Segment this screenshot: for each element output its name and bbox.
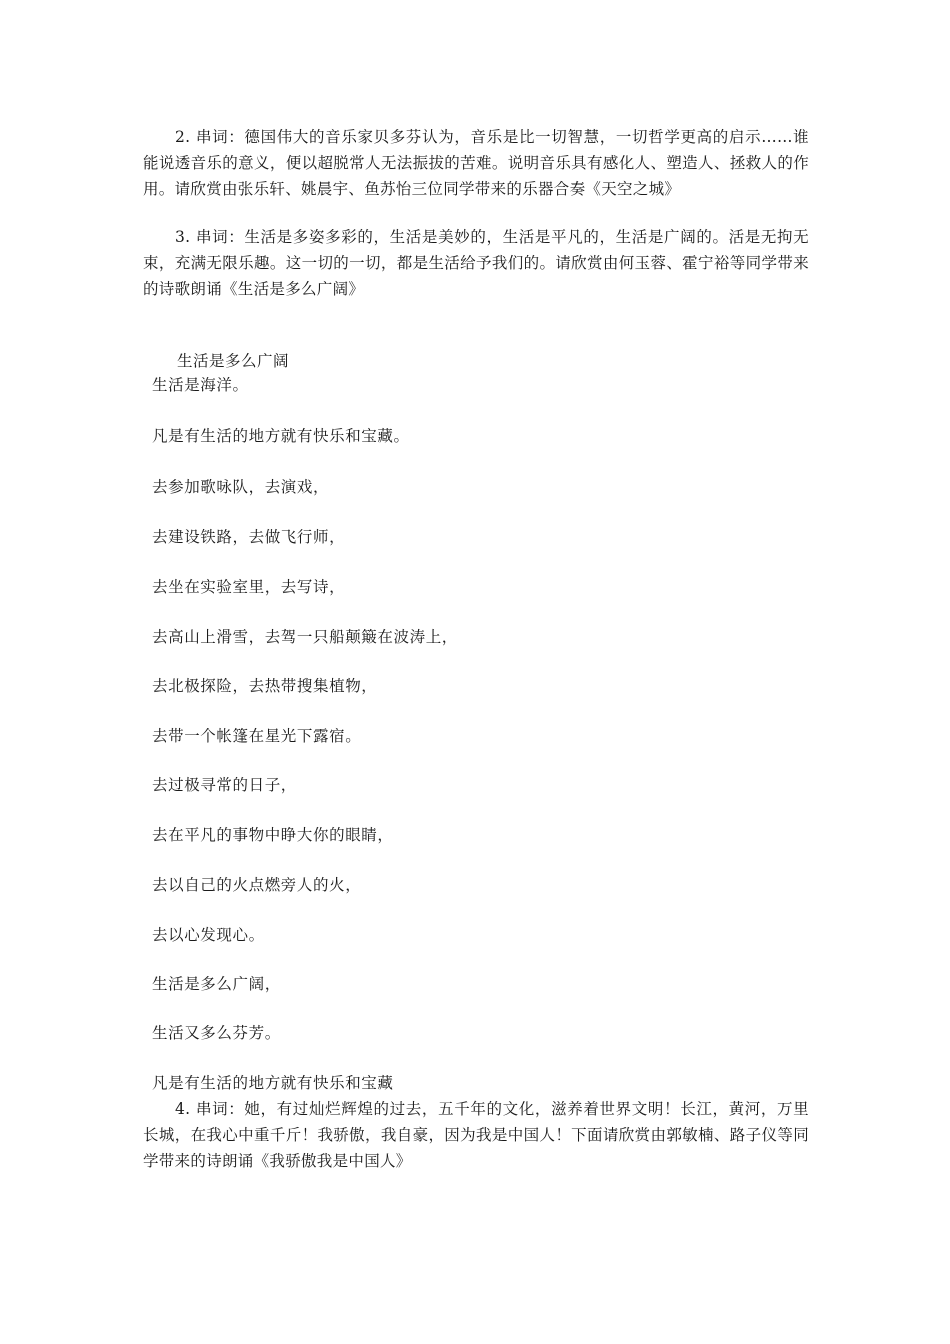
poem-line: 去以自己的火点燃旁人的火， [152,876,362,894]
poem-line: 去高山上滑雪，去驾一只船颠簸在波涛上， [152,628,458,646]
poem-line: 凡是有生活的地方就有快乐和宝藏 [152,1074,394,1092]
poem-line: 生活是多么广阔， [152,975,281,993]
paragraph-2-text: 2. 串词：德国伟大的音乐家贝多芬认为，音乐是比一切智慧，一切哲学更高的启示……谁能说透音乐的意义，便以超脱常人无法振拔的苦难。说明音乐具有感化人、塑造人、拯救人的作用。请欣赏由张乐轩、姚晨宇、鱼苏怡三位同学带来的乐器合奏《天空之城》 [143,128,809,198]
poem-line: 去北极探险，去热带搜集植物， [152,677,378,695]
poem-line: 去过极寻常的日子， [152,776,297,794]
poem-line: 去以心发现心。 [152,926,265,944]
poem-line: 去参加歌咏队，去演戏， [152,478,330,496]
paragraph-4 [143,1096,809,1174]
poem-line: 去带一个帐篷在星光下露宿。 [152,727,362,745]
paragraph-3 [143,224,809,302]
poem-line: 凡是有生活的地方就有快乐和宝藏。 [152,427,410,445]
paragraph-4-text: 4. 串词：她，有过灿烂辉煌的过去，五千年的文化，滋养着世界文明！长江，黄河，万里长城，在我心中重千斤！我骄傲，我自豪，因为我是中国人！下面请欣赏由郭敏楠、路子仪等同学带来的诗朗诵《我骄傲我是中国人》 [143,1100,809,1170]
paragraph-2 [143,124,809,202]
poem-title: 生活是多么广阔 [177,352,290,370]
poem-line: 去在平凡的事物中睁大你的眼睛， [152,826,394,844]
poem-line: 去坐在实验室里，去写诗， [152,578,346,596]
poem-line: 生活是海洋。 [152,376,249,394]
poem-line: 去建设铁路，去做飞行师， [152,528,346,546]
poem-line: 生活又多么芬芳。 [152,1024,281,1042]
paragraph-3-text: 3. 串词：生活是多姿多彩的，生活是美妙的，生活是平凡的，生活是广阔的。活是无拘无束，充满无限乐趣。这一切的一切，都是生活给予我们的。请欣赏由何玉蓉、霍宁裕等同学带来的诗歌朗诵《生活是多么广阔》 [143,228,809,298]
